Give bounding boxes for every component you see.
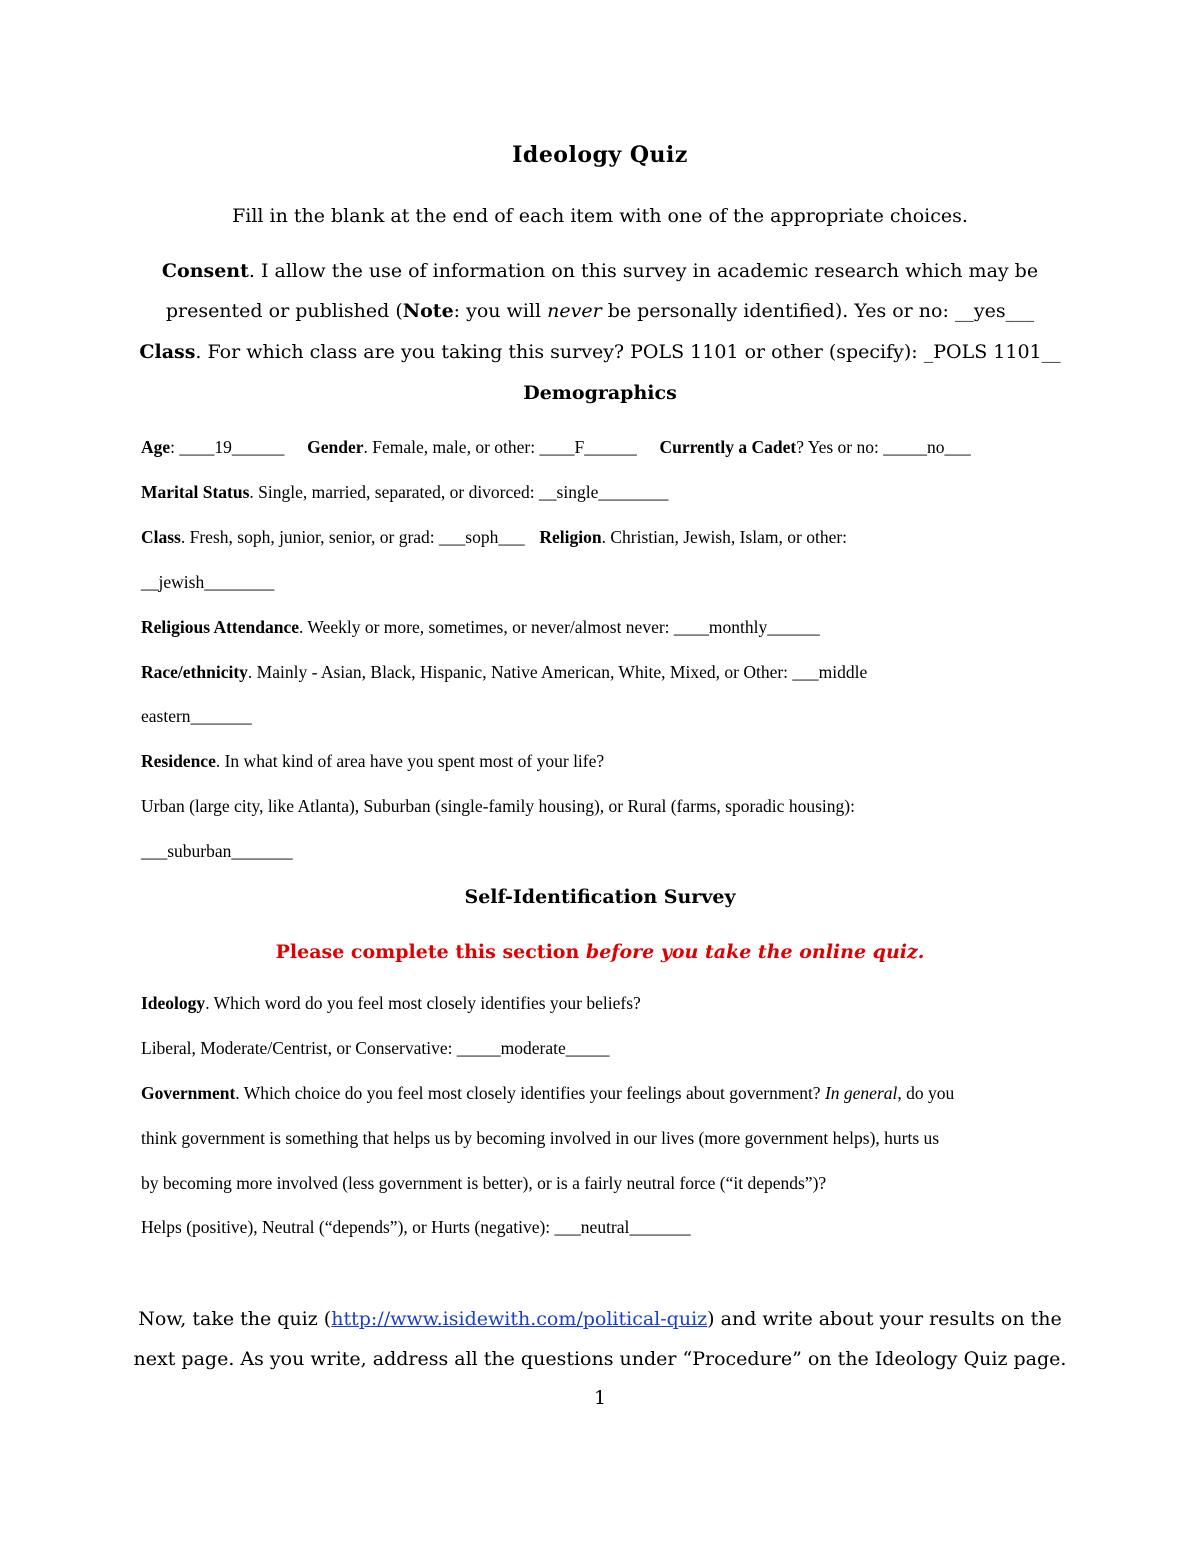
consent-label: Consent: [161, 260, 249, 282]
marital-text: . Single, married, separated, or divorced:: [249, 482, 540, 502]
government-answer: ___neutral_______: [554, 1217, 691, 1237]
closing-text-1: Now, take the quiz (: [138, 1308, 332, 1330]
consent-answer: __yes___: [954, 300, 1035, 322]
never-emphasis: never: [547, 300, 602, 322]
marital-answer: __single________: [539, 482, 669, 502]
government-line-3: by becoming more involved (less government is better), or is a fairly neutral force (“it depends”)?: [141, 1173, 827, 1193]
class-label: Class: [139, 341, 196, 363]
government-text-1: . Which choice do you feel most closely identifies your feelings about government?: [235, 1083, 825, 1103]
religion-answer: __jewish________: [141, 572, 275, 592]
government-options: Helps (positive), Neutral (“depends”), or Hurts (negative):: [141, 1217, 555, 1237]
consent-text-2b: : you will: [453, 300, 548, 322]
attendance-line: [141, 617, 820, 638]
ideology-line: [141, 993, 641, 1014]
government-options-line: [141, 1217, 691, 1238]
page-title: Ideology Quiz: [512, 142, 688, 168]
cadet-text: ? Yes or no:: [796, 437, 884, 457]
warning-text: [0, 941, 1200, 963]
class-year-label: Class: [141, 527, 181, 547]
gender-answer: ____F______: [539, 437, 637, 457]
class-year-answer: ___soph___: [439, 527, 525, 547]
closing-line-1: [0, 1308, 1200, 1330]
class-year-text: . Fresh, soph, junior, senior, or grad:: [180, 527, 440, 547]
page-number: 1: [593, 1387, 607, 1409]
age-text: :: [170, 437, 180, 457]
religion-label: Religion: [539, 527, 602, 547]
marital-line: [141, 482, 668, 503]
self-identification-heading: Self-Identification Survey: [464, 886, 736, 908]
government-text-1b: , do you: [897, 1083, 955, 1103]
ideology-text: . Which word do you feel most closely identifies your beliefs?: [205, 993, 641, 1013]
attendance-answer: ____monthly______: [673, 617, 820, 637]
age-label: Age: [141, 437, 171, 457]
consent-text-2a: presented or published (: [165, 300, 403, 322]
age-answer: ____19______: [179, 437, 285, 457]
government-line-2: think government is something that helps us by becoming involved in our lives (more government helps), hurts us: [141, 1128, 940, 1148]
warning-emphasis: before you take the online quiz.: [585, 941, 925, 963]
consent-text: . I allow the use of information on this survey in academic research which may be: [248, 260, 1039, 282]
instructions: Fill in the blank at the end of each item with one of the appropriate choices.: [232, 205, 968, 227]
closing-line-2: next page. As you write, address all the questions under “Procedure” on the Ideology Quiz page.: [133, 1348, 1067, 1370]
class-line: [0, 341, 1200, 363]
government-line-1: [141, 1083, 954, 1104]
attendance-text: . Weekly or more, sometimes, or never/almost never:: [299, 617, 674, 637]
residence-label: Residence: [141, 751, 216, 771]
age-gender-cadet-line: [141, 437, 971, 458]
ideology-answer: _____moderate_____: [456, 1038, 610, 1058]
warning-main: Please complete this section: [275, 941, 586, 963]
class-religion-line: [141, 527, 847, 548]
gender-text: . Female, male, or other:: [363, 437, 540, 457]
ideology-label: Ideology: [141, 993, 206, 1013]
race-answer-2: eastern_______: [141, 706, 252, 726]
residence-options: Urban (large city, like Atlanta), Suburban (single-family housing), or Rural (farms, sporadic housing):: [141, 796, 855, 816]
residence-line: [141, 751, 604, 772]
race-text: . Mainly - Asian, Black, Hispanic, Native American, White, Mixed, or Other:: [247, 662, 793, 682]
note-label: Note: [402, 300, 454, 322]
religion-text: . Christian, Jewish, Islam, or other:: [601, 527, 848, 547]
class-text: . For which class are you taking this survey? POLS 1101 or other (specify):: [195, 341, 924, 363]
residence-answer: ___suburban_______: [141, 841, 293, 861]
race-line: [141, 662, 867, 683]
race-label: Race/ethnicity: [141, 662, 248, 682]
gender-label: Gender: [307, 437, 364, 457]
class-answer: _POLS 1101__: [923, 341, 1061, 363]
residence-text: . In what kind of area have you spent most of your life?: [215, 751, 605, 771]
race-answer-1: ___middle: [792, 662, 868, 682]
attendance-label: Religious Attendance: [141, 617, 299, 637]
ideology-options-line: [141, 1038, 610, 1059]
in-general-emphasis: In general: [824, 1083, 898, 1103]
consent-line-1: [0, 260, 1200, 282]
cadet-answer: _____no___: [883, 437, 971, 457]
ideology-options: Liberal, Moderate/Centrist, or Conservative:: [141, 1038, 457, 1058]
government-label: Government: [141, 1083, 236, 1103]
consent-text-2c: be personally identified). Yes or no:: [601, 300, 955, 322]
cadet-label: Currently a Cadet: [659, 437, 797, 457]
quiz-link[interactable]: http://www.isidewith.com/political-quiz: [331, 1308, 708, 1330]
closing-text-1b: ) and write about your results on the: [707, 1308, 1062, 1330]
consent-line-2: [0, 300, 1200, 322]
marital-label: Marital Status: [141, 482, 250, 502]
demographics-heading: Demographics: [523, 382, 677, 404]
